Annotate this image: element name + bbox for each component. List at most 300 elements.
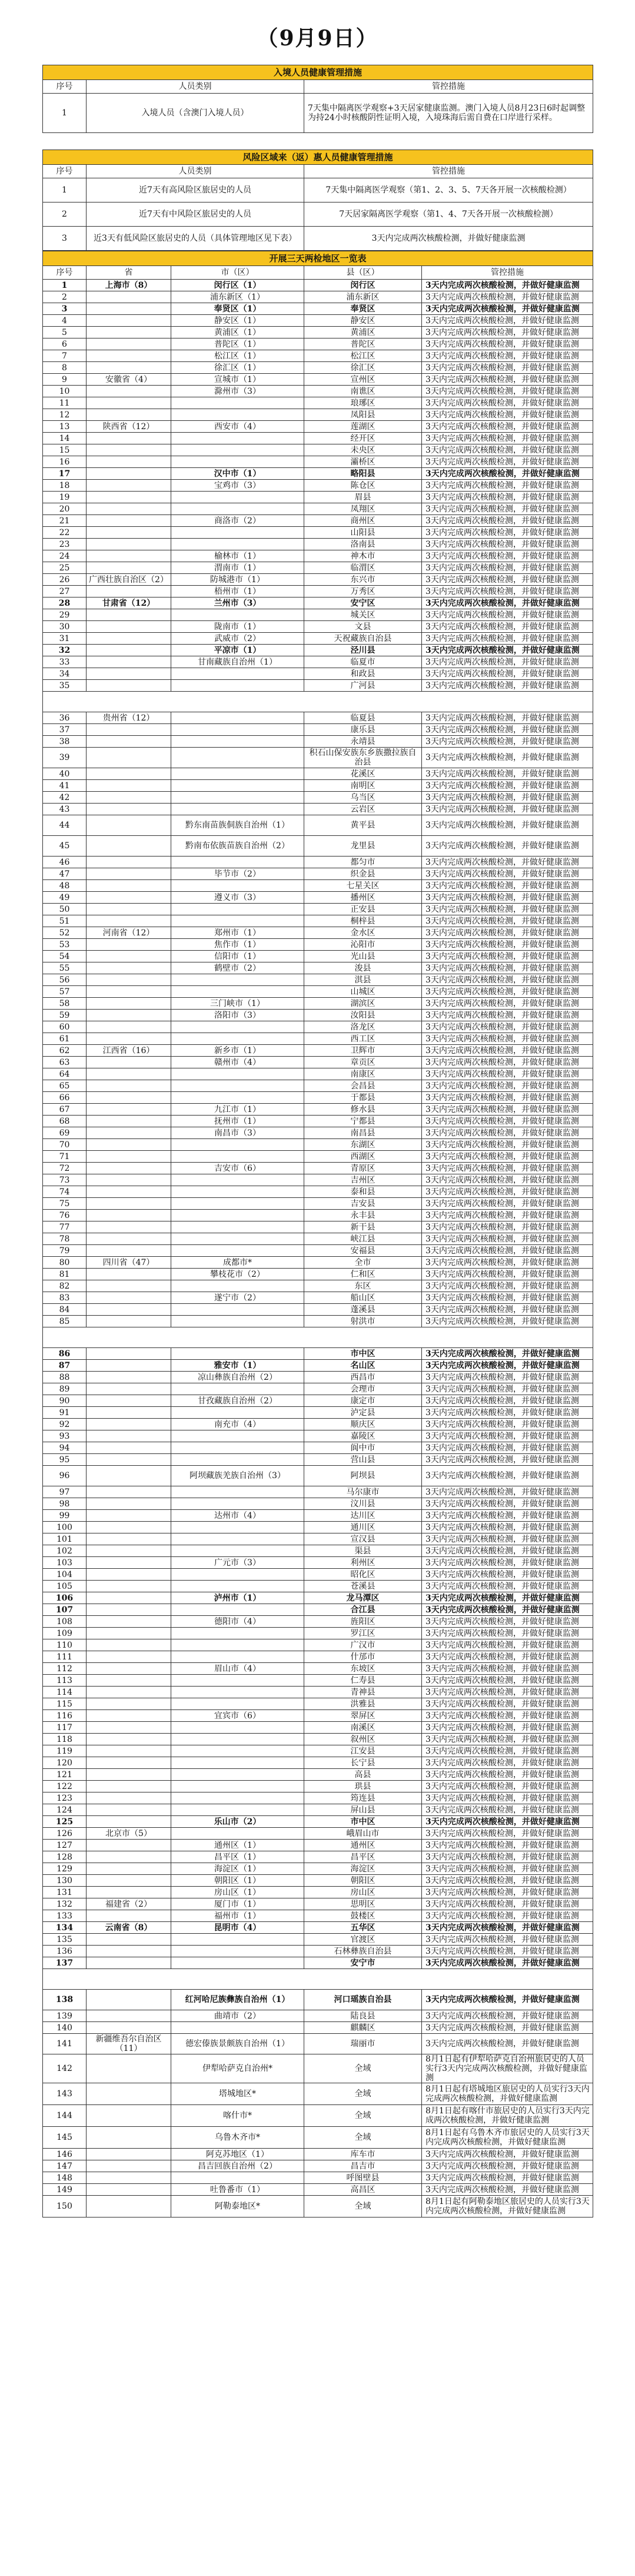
row-index: 52 [43,927,87,939]
province-cell [87,1863,171,1875]
table-row [43,1454,593,1466]
city-cell: 平凉市（1） [171,645,304,656]
measure-cell: 3天内完成两次核酸检测，并做好健康监测 [422,1651,593,1663]
row-index: 67 [43,1104,87,1116]
county-cell: 全域 [304,2083,422,2105]
province-cell [87,409,171,421]
measure-cell: 3天内完成两次核酸检测，并做好健康监测 [422,2149,593,2160]
county-cell: 南谯区 [304,386,422,397]
measure-cell: 3天内完成两次核酸检测，并做好健康监测 [422,1545,593,1557]
table-row [43,1569,593,1581]
table-row [43,1498,593,1510]
province-cell [87,1769,171,1781]
row-index: 113 [43,1675,87,1687]
measure-cell: 3天内完成两次核酸检测，并做好健康监测 [422,668,593,680]
province-cell [87,503,171,515]
table-row [43,1663,593,1675]
measure-cell: 3天内完成两次核酸检测，并做好健康监测 [422,1092,593,1104]
row-index: 74 [43,1186,87,1198]
province-cell [87,1080,171,1092]
table-row [43,327,593,338]
province-cell [87,1498,171,1510]
table-row [43,633,593,645]
row-index: 58 [43,998,87,1010]
table-row [43,338,593,350]
city-cell [171,1304,304,1316]
table-row [43,645,593,656]
table-row [43,1104,593,1116]
province-cell [87,633,171,645]
measure-cell: 3天内完成两次核酸检测，并做好健康监测 [422,927,593,939]
table-row [43,1533,593,1545]
measure-cell: 3天内完成两次核酸检测，并做好健康监测 [422,1407,593,1419]
measure-cell: 3天内完成两次核酸检测，并做好健康监测 [422,1304,593,1316]
province-cell [87,1639,171,1651]
table-row [43,1651,593,1663]
province-cell [87,1442,171,1454]
table-row [43,1792,593,1804]
county-cell: 和政县 [304,668,422,680]
table-row [43,1828,593,1840]
province-cell [87,327,171,338]
row-index: 79 [43,1245,87,1257]
city-cell: 伊犁哈萨克自治州* [171,2054,304,2083]
county-cell: 全域 [304,2105,422,2127]
measure-cell: 3天内完成两次核酸检测，并做好健康监测 [422,2022,593,2034]
row-index: 146 [43,2149,87,2160]
city-cell [171,609,304,621]
measure-cell: 3天内完成两次核酸检测，并做好健康监测 [422,892,593,904]
province-cell [87,880,171,892]
province-cell [87,386,171,397]
county-cell: 汝阳县 [304,1010,422,1021]
county-cell: 阿坝县 [304,1466,422,1486]
city-cell [171,857,304,868]
city-cell [171,1734,304,1745]
province-cell [87,1698,171,1710]
measure-cell: 3天内完成两次核酸检测，并做好健康监测 [422,2010,593,2022]
row-index: 2 [43,203,87,227]
province-cell [87,1934,171,1946]
group-spacer [43,1327,593,1348]
county-cell: 合江县 [304,1604,422,1616]
measure-cell: 3天内完成两次核酸检测，并做好健康监测 [422,338,593,350]
province-cell [87,892,171,904]
table-row [43,1045,593,1057]
city-cell [171,1628,304,1639]
city-cell [171,1486,304,1498]
county-cell: 全域 [304,2054,422,2083]
county-cell: 宁都县 [304,1116,422,1127]
measure-cell: 3天内完成两次核酸检测，并做好健康监测 [422,974,593,986]
measure-cell: 3天内完成两次核酸检测，并做好健康监测 [422,1663,593,1675]
measure-cell: 3天内完成两次核酸检测，并做好健康监测 [422,1875,593,1887]
city-cell: 海淀区（1） [171,1863,304,1875]
table-row [43,804,593,815]
row-index: 20 [43,503,87,515]
row-index: 97 [43,1486,87,1498]
county-cell: 花溪区 [304,768,422,780]
province-cell [87,1163,171,1174]
county-cell: 洛龙区 [304,1021,422,1033]
county-cell: 山阳县 [304,527,422,539]
city-cell [171,1569,304,1581]
province-cell [87,1840,171,1851]
measure-cell: 3天内完成两次核酸检测，并做好健康监测 [422,1174,593,1186]
province-cell [87,1745,171,1757]
row-index: 132 [43,1898,87,1910]
city-cell [171,748,304,768]
city-cell: 汉中市（1） [171,468,304,480]
city-cell: 洛阳市（3） [171,1010,304,1021]
province-cell [87,621,171,633]
table-row [43,1257,593,1269]
table-row [43,1863,593,1875]
table-row [43,350,593,362]
measure-cell: 3天内完成两次核酸检测，并做好健康监测 [422,1604,593,1616]
province-cell [87,974,171,986]
county-cell: 浦东新区 [304,291,422,303]
row-index: 85 [43,1316,87,1327]
row-index: 101 [43,1533,87,1545]
city-cell [171,1522,304,1533]
county-cell: 屏山县 [304,1804,422,1816]
city-cell: 静安区（1） [171,315,304,327]
province-cell [87,939,171,951]
measure-cell: 3天内完成两次核酸检测，并做好健康监测 [422,1922,593,1934]
col-header: 序号 [43,266,87,280]
control-measure: 7天居家隔离医学观察（第1、4、7天各开展一次核酸检测） [304,203,593,227]
city-cell [171,1454,304,1466]
county-cell: 通川区 [304,1522,422,1533]
city-cell [171,724,304,736]
province-cell [87,1151,171,1163]
row-index: 141 [43,2034,87,2054]
county-cell: 安宁市 [304,1957,422,1969]
city-cell: 三门峡市（1） [171,998,304,1010]
city-cell: 黔南布依族苗族自治州（2） [171,836,304,857]
province-cell [87,1687,171,1698]
measure-cell: 3天内完成两次核酸检测，并做好健康监测 [422,804,593,815]
table-row [43,1269,593,1280]
county-cell: 南溪区 [304,1722,422,1734]
city-cell: 松江区（1） [171,350,304,362]
city-cell [171,1033,304,1045]
county-cell: 徐汇区 [304,362,422,374]
province-cell [87,668,171,680]
city-cell [171,1946,304,1957]
col-header: 人员类别 [87,165,304,178]
table-row [43,892,593,904]
row-index: 1 [43,178,87,203]
county-cell: 沁阳市 [304,939,422,951]
province-cell [87,1383,171,1395]
city-cell: 福州市（1） [171,1910,304,1922]
county-cell: 会理市 [304,1383,422,1395]
province-cell [87,680,171,692]
city-cell: 普陀区（1） [171,338,304,350]
row-index: 72 [43,1163,87,1174]
table-row [43,1910,593,1922]
province-cell [87,1722,171,1734]
county-cell: 马尔康市 [304,1486,422,1498]
county-cell: 达川区 [304,1510,422,1522]
measure-cell: 3天内完成两次核酸检测，并做好健康监测 [422,1804,593,1816]
measure-cell: 3天内完成两次核酸检测，并做好健康监测 [422,1934,593,1946]
province-cell [87,2105,171,2127]
measure-cell: 3天内完成两次核酸检测，并做好健康监测 [422,386,593,397]
city-cell: 广元市（3） [171,1557,304,1569]
table-row [43,492,593,503]
city-cell: 新乡市（1） [171,1045,304,1057]
measure-cell: 3天内完成两次核酸检测，并做好健康监测 [422,515,593,527]
table-row [43,1769,593,1781]
table-row [43,1687,593,1698]
county-cell: 七星关区 [304,880,422,892]
table-row [43,1946,593,1957]
row-index: 86 [43,1348,87,1360]
city-cell [171,668,304,680]
province-cell [87,586,171,597]
measure-cell: 3天内完成两次核酸检测，并做好健康监测 [422,315,593,327]
table-row [43,1851,593,1863]
measure-cell: 3天内完成两次核酸检测，并做好健康监测 [422,1757,593,1769]
measure-cell: 3天内完成两次核酸检测，并做好健康监测 [422,1946,593,1957]
row-index: 142 [43,2054,87,2083]
city-cell [171,1092,304,1104]
county-cell: 积石山保安族东乡族撒拉族自治县 [304,748,422,768]
city-cell: 陇南市（1） [171,621,304,633]
province-cell [87,1466,171,1486]
province-cell [87,1592,171,1604]
measure-cell: 3天内完成两次核酸检测，并做好健康监测 [422,409,593,421]
section-title: 开展三天两检地区一览表 [43,251,593,266]
measure-cell: 3天内完成两次核酸检测，并做好健康监测 [422,492,593,503]
province-cell [87,315,171,327]
row-index: 114 [43,1687,87,1698]
county-cell: 东兴市 [304,574,422,586]
measure-cell: 3天内完成两次核酸检测，并做好健康监测 [422,880,593,892]
city-cell: 房山区（1） [171,1887,304,1898]
measure-cell: 3天内完成两次核酸检测，并做好健康监测 [422,1828,593,1840]
county-cell: 南康区 [304,1068,422,1080]
measure-cell: 3天内完成两次核酸检测，并做好健康监测 [422,986,593,998]
measure-cell: 3天内完成两次核酸检测，并做好健康监测 [422,1127,593,1139]
measure-cell: 3天内完成两次核酸检测，并做好健康监测 [422,1592,593,1604]
city-cell [171,680,304,692]
row-index: 115 [43,1698,87,1710]
row-index: 35 [43,680,87,692]
city-cell [171,1245,304,1257]
row-index: 75 [43,1198,87,1210]
province-cell [87,1057,171,1068]
province-cell [87,1395,171,1407]
row-index: 133 [43,1910,87,1922]
county-cell: 播州区 [304,892,422,904]
section-title: 风险区域来（返）惠人员健康管理措施 [43,150,593,165]
county-cell: 湖滨区 [304,998,422,1010]
table-row [43,1639,593,1651]
person-category: 入境人员（含澳门入境人员） [87,94,304,133]
table-row [43,574,593,586]
province-cell: 江西省（16） [87,1045,171,1057]
province-cell [87,915,171,927]
province-cell [87,645,171,656]
measure-cell: 3天内完成两次核酸检测，并做好健康监测 [422,1372,593,1383]
col-header: 管控措施 [422,266,593,280]
county-cell: 全域 [304,2196,422,2218]
province-cell [87,350,171,362]
table-row [43,857,593,868]
table-row [43,1021,593,1033]
table-row [43,1395,593,1407]
province-cell [87,2054,171,2083]
county-cell: 渠县 [304,1545,422,1557]
province-cell [87,1510,171,1522]
province-cell [87,1581,171,1592]
table-row [43,2034,593,2054]
county-cell: 瑞丽市 [304,2034,422,2054]
measure-cell: 3天内完成两次核酸检测，并做好健康监测 [422,1057,593,1068]
row-index: 135 [43,1934,87,1946]
row-index: 137 [43,1957,87,1969]
measure-cell: 3天内完成两次核酸检测，并做好健康监测 [422,1348,593,1360]
measure-cell: 3天内完成两次核酸检测，并做好健康监测 [422,586,593,597]
city-cell [171,1080,304,1092]
row-index: 3 [43,227,87,251]
city-cell: 德宏傣族景颇族自治州（1） [171,2034,304,2054]
county-cell: 全市 [304,1257,422,1269]
city-cell [171,1745,304,1757]
city-cell: 闵行区（1） [171,280,304,291]
table-row [43,1316,593,1327]
province-cell [87,2160,171,2172]
county-cell: 织金县 [304,868,422,880]
county-cell: 都匀市 [304,857,422,868]
table-row [43,1675,593,1687]
city-cell [171,1781,304,1792]
county-cell: 奉贤区 [304,303,422,315]
city-cell [171,1233,304,1245]
row-index: 39 [43,748,87,768]
table-row [43,562,593,574]
table-row [43,468,593,480]
county-cell: 永靖县 [304,736,422,748]
row-index: 134 [43,1922,87,1934]
city-cell [171,1442,304,1454]
county-cell: 鼓楼区 [304,1910,422,1922]
province-cell [87,1757,171,1769]
measure-cell: 3天内完成两次核酸检测，并做好健康监测 [422,1233,593,1245]
county-cell: 西工区 [304,1033,422,1045]
county-cell: 普陀区 [304,338,422,350]
table-row [43,998,593,1010]
city-cell [171,780,304,792]
city-cell [171,904,304,915]
province-cell [87,480,171,492]
measure-cell: 3天内完成两次核酸检测，并做好健康监测 [422,1139,593,1151]
measure-cell: 3天内完成两次核酸检测，并做好健康监测 [422,362,593,374]
city-cell: 渭南市（1） [171,562,304,574]
row-index: 94 [43,1442,87,1454]
city-cell: 榆林市（1） [171,550,304,562]
table-row [43,748,593,768]
province-cell [87,362,171,374]
measure-cell: 3天内完成两次核酸检测，并做好健康监测 [422,1522,593,1533]
city-cell: 朝阳区（1） [171,1875,304,1887]
table-row [43,1304,593,1316]
low-risk-areas-table [42,251,593,2218]
province-cell [87,515,171,527]
measure-cell: 3天内完成两次核酸检测，并做好健康监测 [422,1269,593,1280]
city-cell [171,1186,304,1198]
row-index: 5 [43,327,87,338]
measure-cell: 8月1日起有喀什市旅居史的人员实行3天内完成两次核酸检测，并做好健康监测 [422,2105,593,2127]
table-row [43,550,593,562]
city-cell: 宝鸡市（3） [171,480,304,492]
row-index: 19 [43,492,87,503]
province-cell [87,1781,171,1792]
province-cell [87,1210,171,1221]
city-cell [171,1280,304,1292]
row-index: 17 [43,468,87,480]
county-cell: 闵行区 [304,280,422,291]
city-cell [171,1769,304,1781]
measure-cell: 3天内完成两次核酸检测，并做好健康监测 [422,1442,593,1454]
table-row [43,1383,593,1395]
measure-cell: 3天内完成两次核酸检测，并做好健康监测 [422,550,593,562]
table-row [43,1745,593,1757]
city-cell [171,1210,304,1221]
city-cell: 红河哈尼族彝族自治州（1） [171,1990,304,2010]
row-index: 26 [43,574,87,586]
measure-cell: 3天内完成两次核酸检测，并做好健康监测 [422,2160,593,2172]
province-cell [87,1245,171,1257]
group-spacer [43,1969,593,1990]
table-row [43,456,593,468]
area-group [43,1348,593,1969]
county-cell: 城关区 [304,609,422,621]
measure-cell: 3天内完成两次核酸检测，并做好健康监测 [422,1198,593,1210]
table-row [43,2127,593,2149]
table-row [43,1510,593,1522]
row-index: 77 [43,1221,87,1233]
province-cell [87,998,171,1010]
province-cell [87,1104,171,1116]
measure-cell: 3天内完成两次核酸检测，并做好健康监测 [422,1419,593,1430]
measure-cell: 3天内完成两次核酸检测，并做好健康监测 [422,1957,593,1969]
table-row [43,2022,593,2034]
city-cell [171,736,304,748]
province-cell [87,986,171,998]
table-row [43,792,593,804]
province-cell [87,1663,171,1675]
measure-cell: 3天内完成两次核酸检测，并做好健康监测 [422,1163,593,1174]
table-row [43,397,593,409]
county-cell: 于都县 [304,1092,422,1104]
city-cell [171,1068,304,1080]
city-cell [171,1316,304,1327]
table-row [43,1816,593,1828]
table-row [43,815,593,836]
row-index: 111 [43,1651,87,1663]
city-cell: 阿坝藏族羌族自治州（3） [171,1466,304,1486]
table-row [43,1957,593,1969]
city-cell: 昌吉回族自治州（2） [171,2160,304,2172]
measure-cell: 3天内完成两次核酸检测，并做好健康监测 [422,1151,593,1163]
city-cell: 兰州市（3） [171,597,304,609]
county-cell: 昌平区 [304,1851,422,1863]
